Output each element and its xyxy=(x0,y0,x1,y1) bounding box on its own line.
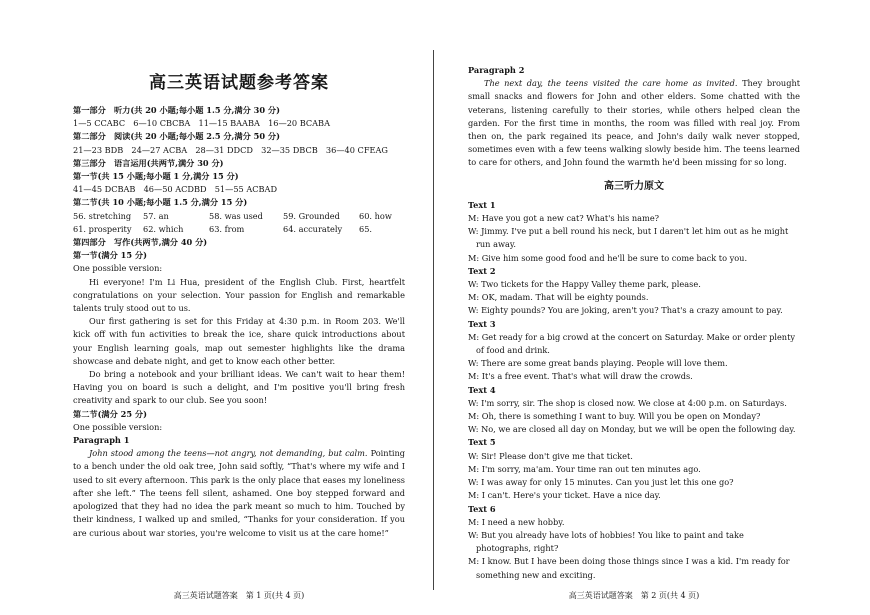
section-3-part2-heading: 第二节(共 10 小题;每小题 1.5 分,满分 15 分) xyxy=(73,197,248,208)
dialogue-line: M: I can't. Here's your ticket. Have a nice day. xyxy=(468,490,661,501)
cloze-answer: 63. from xyxy=(209,223,245,234)
page-divider xyxy=(433,50,434,590)
section-2-answers: 21—23 BDB 24—27 ACBA 28—31 DDCD 32—35 DBCB 36—40 CFEAG xyxy=(73,144,388,155)
dialogue-line: M: I'm sorry, ma'am. Your time ran out ten minutes ago. xyxy=(468,463,701,474)
possible-version-label: One possible version: xyxy=(73,421,163,432)
cloze-answer-grid xyxy=(73,210,405,236)
listening-text-label: Text 6 xyxy=(468,503,496,514)
paragraph-2-opening: The next day, the teens visited the care home as invited. xyxy=(484,78,738,89)
listening-text-label: Text 5 xyxy=(468,437,496,448)
dialogue-line: W: There are some great bands playing. People will love them. xyxy=(468,358,728,369)
section-4-heading: 第四部分 写作(共两节,满分 40 分) xyxy=(73,237,208,248)
section-3-part1-answers: 41—45 DCBAB 46—50 ACDBD 51—55 ACBAD xyxy=(73,184,278,195)
section-1-answers: 1—5 CCABC 6—10 CBCBA 11—15 BAABA 16—20 BCABA xyxy=(73,118,330,129)
listening-text-label: Text 1 xyxy=(468,199,496,210)
dialogue-line: M: Give him some good food and he'll be sure to come back to you. xyxy=(468,252,748,263)
paragraph-1-label: Paragraph 1 xyxy=(73,435,130,446)
dialogue-line: M: Oh, there is something I want to buy. Will you be open on Monday? xyxy=(468,411,761,422)
section-4-part1-heading: 第一节(满分 15 分) xyxy=(73,250,147,261)
cloze-answer: 64. accurately xyxy=(283,223,343,234)
dialogue-line: W: I was away for only 15 minutes. Can you just let this one go? xyxy=(468,477,734,488)
paragraph-1-body: Pointing to a bench under the old oak tree, John said softly, “That's where my wife and I used to sit every afternoon. This park is the only place that eases my loneliness after she left.” The teens fell silent, ashamed. One boy stepped forward and apologized that they had no idea the park meant so much to him. Touched by their kindness, I walked up and smiled, “Thanks for your consideration. If you are curious about war stories, you're welcome to visit us at the care home!” xyxy=(73,448,405,538)
cloze-answer: 56. stretching xyxy=(73,210,132,221)
section-2-heading: 第二部分 阅读(共 20 小题;每小题 2.5 分,满分 50 分) xyxy=(73,131,280,142)
dialogue-line: W: Two tickets for the Happy Valley theme park, please. xyxy=(468,279,701,290)
cloze-answer: 59. Grounded xyxy=(283,210,340,221)
dialogue-line: W: Sir! Please don't give me that ticket. xyxy=(468,450,633,461)
dialogue-line: M: It's a free event. That's what will draw the crowds. xyxy=(468,371,693,382)
right-page-footer: 高三英语试题答案 第 2 页(共 4 页) xyxy=(568,591,700,600)
listening-text-label: Text 3 xyxy=(468,318,496,329)
dialogue-line: W: I'm sorry, sir. The shop is closed now. We close at 4:00 p.m. on Saturdays. xyxy=(468,397,787,408)
cloze-answer: 60. how xyxy=(359,210,392,221)
dialogue-line: W: No, we are closed all day on Monday, but we will be open the following day. xyxy=(468,424,796,435)
dialogue-line: M: OK, madam. That will be eighty pounds. xyxy=(468,292,649,303)
writing1-paragraph: Do bring a notebook and your brilliant ideas. We can't wait to hear them! Having you on board is such a delight, and I'm positive you'll bring fresh creativity and spark to our club. See you soon! xyxy=(73,369,405,406)
dialogue-line: M: I know. But I have been doing those things since I was a kid. I'm ready for something new and exciting. xyxy=(468,556,790,580)
left-page xyxy=(73,0,405,615)
dialogue-line: M: Have you got a new cat? What's his name? xyxy=(468,213,660,224)
dialogue-line: W: Jimmy. I've put a bell round his neck, but I daren't let him out as he might run away. xyxy=(468,226,789,250)
listening-texts xyxy=(468,199,800,582)
cloze-answer: 57. an xyxy=(143,210,169,221)
listening-text-label: Text 4 xyxy=(468,384,496,395)
cloze-answer: 61. prosperity xyxy=(73,223,132,234)
writing1-paragraph: Hi everyone! I'm Li Hua, president of the English Club. First, heartfelt congratulations on your selection. Your passion for English and remarkable talents truly stood out to us. xyxy=(73,276,405,314)
paragraph-1-opening: John stood among the teens—not angry, not demanding, but calm. xyxy=(89,448,368,459)
left-page-footer: 高三英语试题答案 第 1 页(共 4 页) xyxy=(173,591,305,600)
paragraph-2-label: Paragraph 2 xyxy=(468,65,525,75)
page-title: 高三英语试题参考答案 xyxy=(149,73,329,93)
section-1-heading: 第一部分 听力(共 20 小题;每小题 1.5 分,满分 30 分) xyxy=(73,105,280,115)
paragraph-1-text xyxy=(73,447,405,539)
dialogue-line: M: I need a new hobby. xyxy=(468,516,565,527)
listening-text-label: Text 2 xyxy=(468,265,496,276)
writing1-paragraph: Our first gathering is set for this Friday at 4:30 p.m. in Room 203. We'll kick off with fun activities to break the ice, share quick introductions about your English learning goals, map out semester highlights like the drama showcase and debate night, and get to know each other better. xyxy=(73,316,405,366)
dialogue-line: W: But you already have lots of hobbies! You like to paint and take photographs, right? xyxy=(468,529,744,554)
dialogue-line: M: Get ready for a big crowd at the concert on Saturday. Make or order plenty of food and drink. xyxy=(468,331,795,356)
paragraph-2-text xyxy=(468,77,800,169)
cloze-answer: 65. xyxy=(359,223,373,234)
paragraph-2-body: They brought small snacks and flowers for John and other elders. Some chatted with the veterans, listening carefully to their stories, while others helped clean the garden. For the first time in months, the room was filled with real joy. From then on, the park regained its peace, and John's daily walk never stopped, sometimes even with a few teens walking slowly beside him. The teens learned to care for others, and John found the warmth he'd been missing for so long. xyxy=(468,78,801,168)
cloze-answer: 62. which xyxy=(143,223,184,234)
possible-version-label: One possible version: xyxy=(73,263,163,274)
section-4-part2-heading: 第二节(满分 25 分) xyxy=(73,408,147,419)
dialogue-line: W: Eighty pounds? You are joking, aren't you? That's a crazy amount to pay. xyxy=(468,305,783,316)
section-3-heading: 第三部分 语言运用(共两节,满分 30 分) xyxy=(73,157,224,168)
cloze-answer: 58. was used xyxy=(209,210,263,221)
section-3-part1-heading: 第一节(共 15 小题;每小题 1 分,满分 15 分) xyxy=(73,171,239,182)
right-page xyxy=(468,0,800,615)
listening-transcript-title: 高三听力原文 xyxy=(604,180,664,192)
